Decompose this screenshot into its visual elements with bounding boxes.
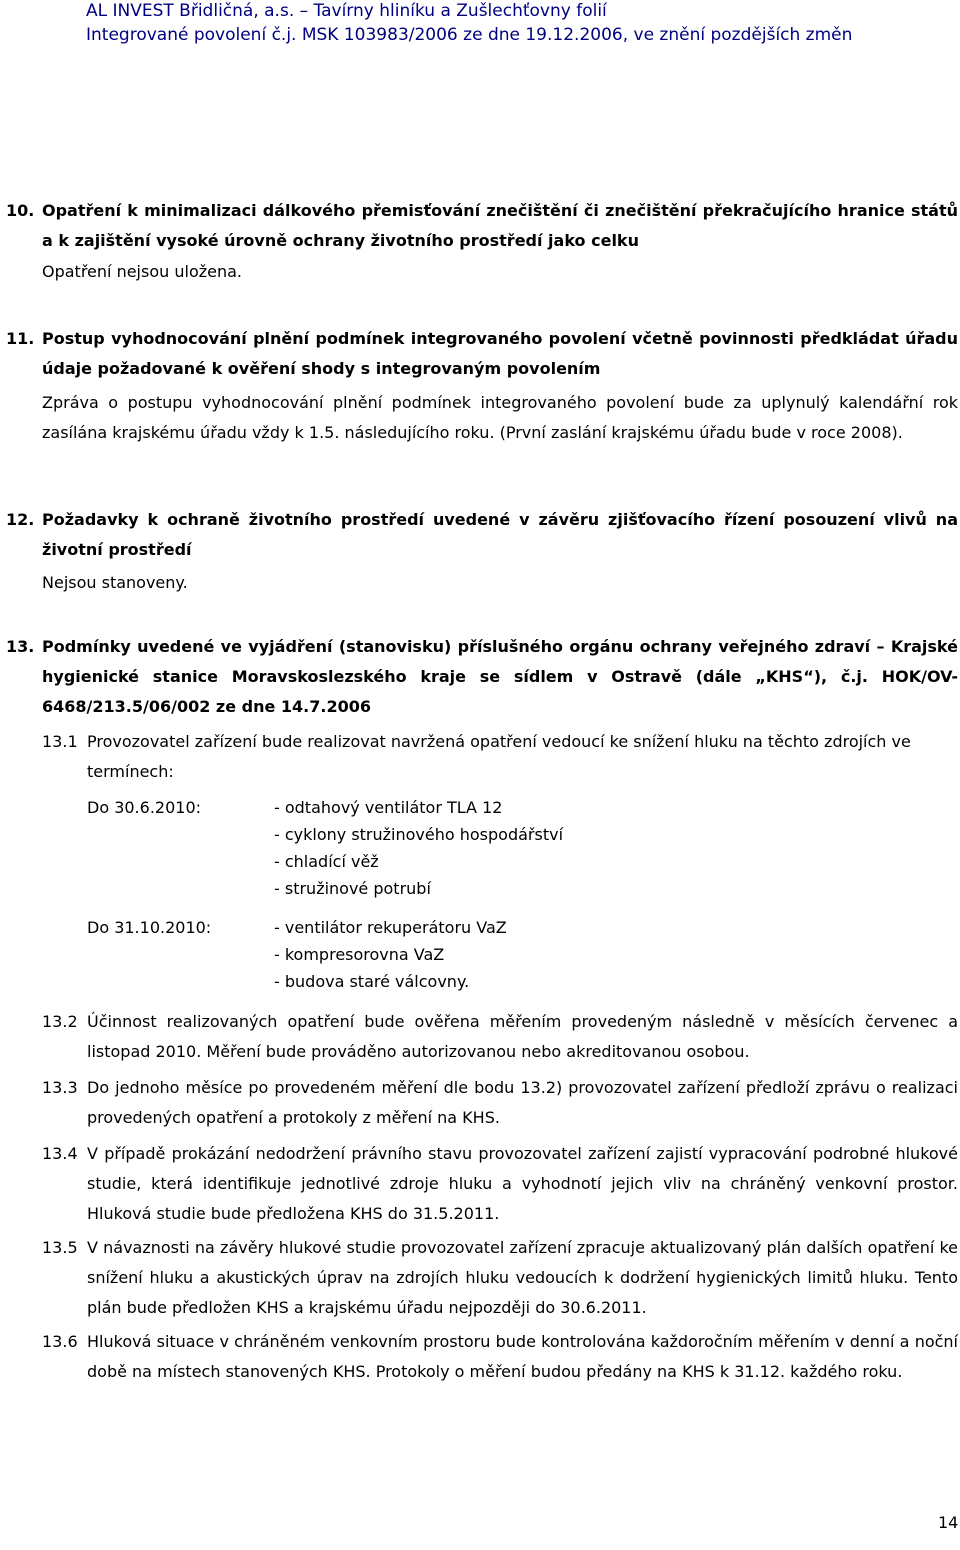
deadline-2-item-2: - kompresorovna VaZ [274, 945, 445, 964]
item-13-2-number: 13.2 [42, 1012, 78, 1031]
section-12-body: Nejsou stanoveny. [42, 573, 188, 592]
section-10-body: Opatření nejsou uložena. [42, 262, 242, 281]
item-13-5-text: V návaznosti na závěry hlukové studie provozovatel zařízení zpracuje aktualizovaný plán dalších opatření ke snížení hluku a akustických úprav na zdrojích hluku vedoucích k dodržení hygienických limitů hluku. Tento plán bude předložen KHS a krajskému úřadu nejpozději do 30.6.2011. [87, 1238, 958, 1317]
section-10-title: Opatření k minimalizaci dálkového přemisťování znečištění či znečištění překračujícího hranice států a k zajištění vysoké úrovně ochrany životního prostředí jako celku [42, 201, 958, 250]
item-13-4-number: 13.4 [42, 1144, 78, 1163]
item-13-4 [42, 1139, 958, 1229]
section-12-heading [6, 505, 958, 565]
deadline-date-2: Do 31.10.2010: [87, 918, 212, 937]
section-10-heading [6, 196, 958, 256]
header-company: AL INVEST Břidličná, a.s. – Tavírny hliníku a Zušlechťovny folií [86, 1, 607, 21]
section-11-heading [6, 324, 958, 384]
item-13-2 [42, 1007, 958, 1067]
item-13-3-text: Do jednoho měsíce po provedeném měření dle bodu 13.2) provozovatel zařízení předloží zprávu o realizaci provedených opatření a protokoly z měření na KHS. [87, 1078, 958, 1127]
section-13-number: 13. [6, 637, 35, 656]
item-13-1-text: Provozovatel zařízení bude realizovat navržená opatření vedoucí ke snížení hluku na těchto zdrojích ve termínech: [87, 732, 911, 781]
deadline-date-1: Do 30.6.2010: [87, 798, 202, 817]
deadline-2-item-3: - budova staré válcovny. [274, 972, 470, 991]
item-13-6 [42, 1327, 958, 1387]
section-11-number: 11. [6, 329, 35, 348]
deadline-1-item-4: - stružinové potrubí [274, 879, 431, 898]
deadline-1-item-1: - odtahový ventilátor TLA 12 [274, 798, 503, 817]
item-13-1 [42, 727, 958, 787]
deadline-2-item-1: - ventilátor rekuperátoru VaZ [274, 918, 507, 937]
item-13-1-number: 13.1 [42, 732, 78, 751]
deadline-1-item-2: - cyklony stružinového hospodářství [274, 825, 564, 844]
item-13-5-number: 13.5 [42, 1238, 78, 1257]
item-13-3 [42, 1073, 958, 1133]
deadline-1-item-3: - chladící věž [274, 852, 379, 871]
item-13-5 [42, 1233, 958, 1323]
section-13-title: Podmínky uvedené ve vyjádření (stanovisku) příslušného orgánu ochrany veřejného zdraví – Krajské hygienické stanice Moravskoslezského kraje se sídlem v Ostravě (dále „KHS“), č.j. HOK/OV-6468/213.5/06/002 ze dne 14.7.2006 [42, 637, 958, 716]
section-12-number: 12. [6, 510, 35, 529]
header-permit: Integrované povolení č.j. MSK 103983/2006 ze dne 19.12.2006, ve znění pozdějších změn [86, 25, 853, 45]
item-13-6-number: 13.6 [42, 1332, 78, 1351]
page-number: 14 [938, 1513, 959, 1532]
item-13-3-number: 13.3 [42, 1078, 78, 1097]
section-12-title: Požadavky k ochraně životního prostředí uvedené v závěru zjišťovacího řízení posouzení vlivů na životní prostředí [42, 510, 958, 559]
section-11-title: Postup vyhodnocování plnění podmínek integrovaného povolení včetně povinnosti předkládat úřadu údaje požadované k ověření shody s integrovaným povolením [42, 329, 958, 378]
item-13-4-text: V případě prokázání nedodržení právního stavu provozovatel zařízení zajistí vypracování podrobné hlukové studie, která identifikuje jednotlivé zdroje hluku a vyhodnotí jejich vliv na chráněný venkovní prostor. Hluková studie bude předložena KHS do 31.5.2011. [87, 1144, 958, 1223]
item-13-6-text: Hluková situace v chráněném venkovním prostoru bude kontrolována každoročním měřením v denní a noční době na místech stanovených KHS. Protokoly o měření budou předány na KHS k 31.12. každého roku. [87, 1332, 958, 1381]
section-11-body: Zpráva o postupu vyhodnocování plnění podmínek integrovaného povolení bude za uplynulý kalendářní rok zasílána krajskému úřadu vždy k 1.5. následujícího roku. (První zaslání krajskému úřadu bude v roce 2008). [42, 393, 958, 442]
section-10-number: 10. [6, 201, 35, 220]
item-13-2-text: Účinnost realizovaných opatření bude ověřena měřením provedeným následně v měsících červenec a listopad 2010. Měření bude prováděno autorizovanou nebo akreditovanou osobou. [87, 1012, 958, 1061]
section-13-heading [6, 632, 958, 722]
